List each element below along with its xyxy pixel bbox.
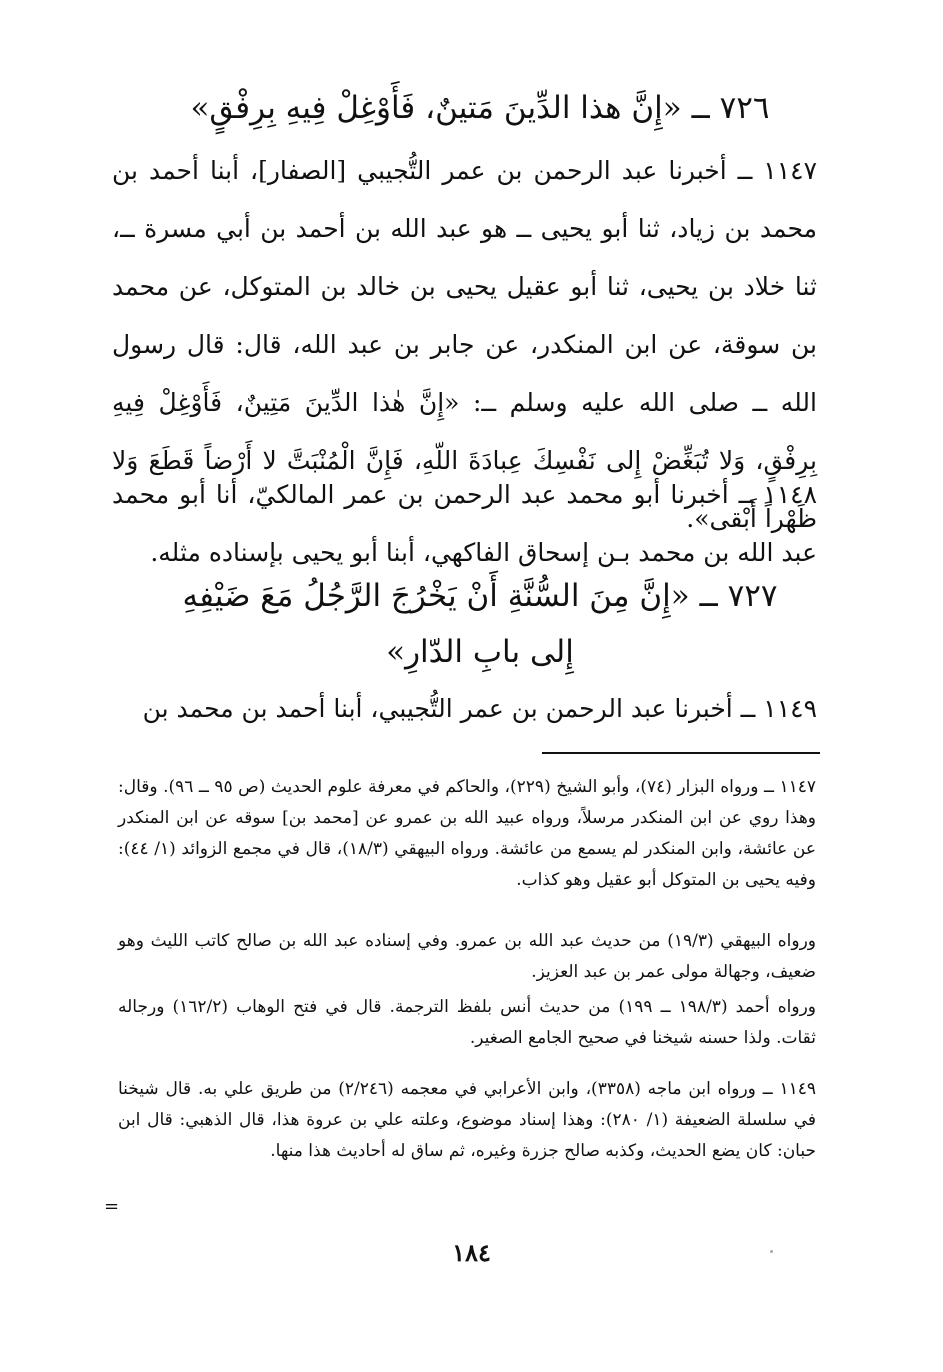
footnote-1147-part2: ورواه البيهقي (١٩/٣) من حديث عبد الله بن عمرو. وفي إسناده عبد الله بن صالح كاتب الليث وهو ضعيف، وجهالة مولى عمر بن عبد العزيز.: [118, 931, 816, 982]
margin-mark: =: [104, 1196, 120, 1217]
hadith-1149: ١١٤٩ ــ أخبرنا عبد الرحمن بن عمر التُّجيبي، أبنا أحمد بن محمد بن: [142, 694, 817, 723]
page-number: ١٨٤: [452, 1238, 491, 1267]
chapter-heading-727-line1: ٧٢٧ ــ «إِنَّ مِنَ السُّنَّةِ أَنْ يَخْرُجَ الرَّجُلُ مَعَ ضَيْفِهِ: [182, 578, 778, 614]
chapter-heading-726: ٧٢٦ ــ «إِنَّ هذا الدِّينَ مَتينٌ، فَأَوْغِلْ فِيهِ بِرِفْقٍ»: [190, 90, 770, 126]
hadith-1148: ١١٤٨ ــ أخبرنا أبو محمد عبد الرحمن بن عمر المالكيّ، أنا أبو محمد عبد الله بن محمد بـن إسحاق الفاكهي، أبنا أبو يحيى بإسناده مثله.: [112, 480, 817, 567]
footnote-1149: ١١٤٩ ــ ورواه ابن ماجه (٣٣٥٨)، وابن الأعرابي في معجمه (٢/٢٤٦) من طريق علي به. قال شيخنا في سلسلة الضعيفة (١/ ٢٨٠): وهذا إسناد موضوع، وعلته علي بن عروة هذا، قال الذهبي: قال ابن حبان: كان يضع الحديث، وكذبه صالح جزرة وغيره، ثم ساق له أحاديث هذا منها.: [118, 1079, 816, 1161]
footnote-divider: [542, 752, 820, 754]
chapter-heading-727-line2: إِلى بابِ الدّارِ»: [386, 634, 574, 670]
footnote-1147-part3: ورواه أحمد (١٩٨/٣ ــ ١٩٩) من حديث أنس بلفظ الترجمة. قال في فتح الوهاب (١٦٢/٢) ورجاله ثقات. ولذا حسنه شيخنا في صحيح الجامع الصغير.: [118, 997, 817, 1048]
footnote-1147-part1: ١١٤٧ ــ ورواه البزار (٧٤)، وأبو الشيخ (٢٢٩)، والحاكم في معرفة علوم الحديث (ص ٩٥ ــ ٩٦). وقال: وهذا روي عن ابن المنكدر مرسلاً، ورواه عبيد الله بن عمرو عن [محمد بن] سوقه عن ابن المنكدر عن عائشة، وابن المنكدر لم يسمع من عائشة. ورواه البيهقي (١٨/٣)، قال في مجمع الزوائد (١/ ٤٤): وفيه يحيى بن المتوكل أبو عقيل وهو كذاب.: [118, 777, 816, 890]
scan-speck: [770, 1250, 773, 1253]
hadith-1147: ١١٤٧ ــ أخبرنا عبد الرحمن بن عمر التُّجيبي [الصفار]، أبنا أحمد بن محمد بن زياد، ثنا أبو يحيى ــ هو عبد الله بن أحمد بن أبي مسرة ــ، ثنا خلاد بن يحيى، ثنا أبو عقيل يحيى بن خالد بن المتوكل، عن محمد بن سوقة، عن ابن المنكدر، عن جابر بن عبد الله، قال: قال رسول الله ــ صلى الله عليه وسلم ــ: «إِنَّ هٰذا الدِّينَ مَتِينٌ، فَأَوْغِلْ فِيهِ بِرِفْقٍ، وَلا تُبَغِّضْ إِلى نَفْسِكَ عِبادَةَ اللّهِ، فَإِنَّ الْمُنْبَتَّ لا أَرْضاً قَطَعَ وَلا ظَهْراً أَبْقى».: [112, 156, 817, 533]
